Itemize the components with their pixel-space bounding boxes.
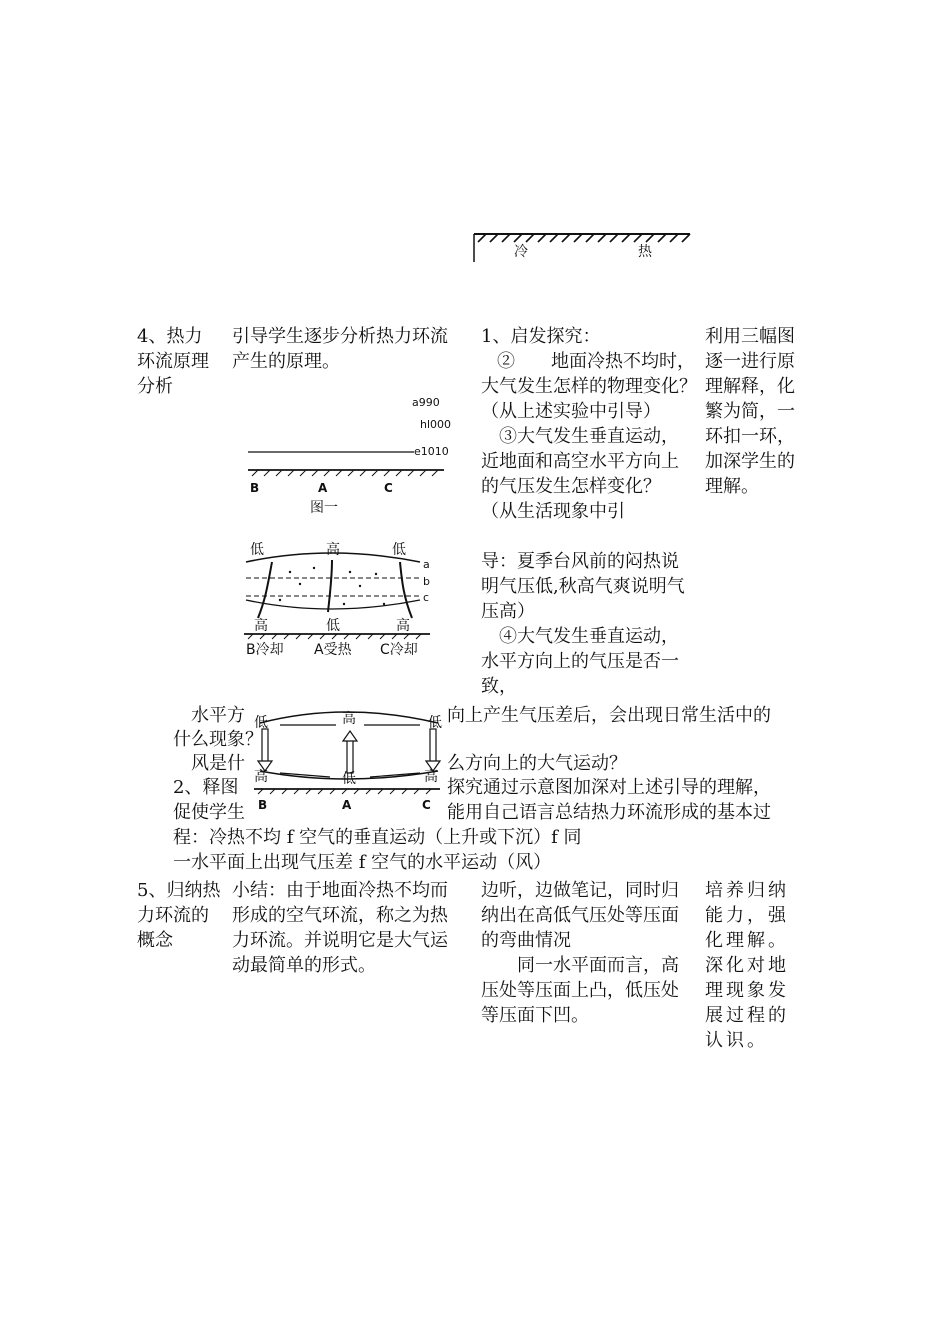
row5-teacher-line: 动最简单的形式。	[232, 955, 376, 976]
row4-item-line: 分析	[137, 376, 173, 397]
fig3-point-b: B	[258, 798, 268, 812]
fig3-upper-low-right: 低	[428, 715, 442, 731]
row4-student-line: 明气压低,秋高气爽说明气	[481, 576, 685, 597]
row4-item-column	[137, 324, 209, 399]
row4-teacher-line: 产生的原理。	[232, 351, 340, 372]
row5-intent-line: 展过程的	[705, 1005, 789, 1026]
row4-student-line: （从上述实验中引导）	[481, 401, 661, 422]
lower-high-label: 高	[396, 618, 410, 634]
row5-intent-line: 认识。	[705, 1030, 768, 1051]
overflow-line-1b: 向上产生气压差后，会出现日常生活中的	[447, 705, 771, 726]
figure-one-caption: 图一	[310, 500, 338, 516]
row4-item-line: 4、热力	[137, 326, 203, 347]
row4-intent-line: 环扣一环，	[705, 426, 795, 447]
row4-item-line: 环流原理	[137, 351, 209, 372]
fig3-lower-low: 低	[342, 771, 356, 787]
upper-high-label: 高	[326, 542, 340, 558]
row4-teacher-line: 引导学生逐步分析热力环流	[232, 326, 448, 347]
figure-one-isobars	[244, 392, 464, 517]
point-c: C	[384, 481, 393, 495]
row5-intent-line: 化理解。	[705, 930, 789, 951]
row4-intent-line: 利用三幅图	[705, 326, 795, 347]
row5-student-line: 纳出在高低气压处等压面	[481, 905, 679, 926]
row4-student-column-continued	[481, 549, 685, 699]
row5-teacher-line: 形成的空气环流，称之为热	[232, 905, 448, 926]
row4-intent-line: 理解。	[705, 476, 759, 497]
row5-intent-line: 理现象发	[705, 980, 789, 1001]
row4-intent-line: 逐一进行原	[705, 351, 795, 372]
overflow-line-3a: 风是什	[191, 753, 245, 774]
row5-item-column	[137, 878, 220, 953]
fig3-lower-high-right: 高	[424, 769, 438, 785]
lower-low-label: 低	[326, 618, 340, 634]
row4-student-line: 大气发生怎样的物理变化？	[481, 376, 697, 397]
row4-student-line: ③大气发生垂直运动，	[499, 426, 679, 447]
row5-intent-line: 能力，强	[705, 905, 789, 926]
overflow-line-1a: 水平方	[191, 705, 245, 726]
hot-label: 热	[638, 244, 652, 260]
row5-student-column	[481, 878, 679, 1028]
row5-student-line: 压处等压面上凸，低压处	[481, 980, 679, 1001]
b-cooling-label: B冷却	[246, 642, 284, 658]
row4-intent-line: 繁为简，一	[705, 401, 795, 422]
row4-intent-column	[705, 324, 795, 499]
point-a: A	[318, 481, 328, 495]
figure-three-circulation	[250, 703, 450, 813]
row5-student-line: 边听，边做笔记，同时归	[481, 880, 679, 901]
overflow-line-4a: 2、释图	[173, 777, 239, 798]
row4-student-line: 导：夏季台风前的闷热说	[481, 551, 679, 572]
isobar-label-1000: hl000	[420, 418, 452, 431]
row4-student-line: 的气压发生怎样变化？	[481, 476, 661, 497]
row4-intent-line: 理解释，化	[705, 376, 795, 397]
fig3-point-c: C	[422, 798, 431, 812]
overflow-line-7: 一水平面上出现气压差 f 空气的水平运动（风）	[173, 852, 552, 873]
row5-student-line: 的弯曲情况	[481, 930, 571, 951]
overflow-line-2a: 什么现象？	[173, 729, 263, 750]
fig3-point-a: A	[342, 798, 352, 812]
overflow-line-4b: 探究通过示意图加深对上述引导的理解，	[447, 777, 771, 798]
point-b: B	[250, 481, 260, 495]
row4-student-line: 近地面和高空水平方向上	[481, 451, 679, 472]
row5-student-line: 等压面下凹。	[481, 1005, 589, 1026]
row5-teacher-line: 力环流。并说明它是大气运	[232, 930, 448, 951]
row5-item-line: 力环流的	[137, 905, 209, 926]
c-cooling-label: C冷却	[380, 642, 418, 658]
overflow-line-3b: 么方向上的大气运动？	[447, 753, 627, 774]
isobar-label-990: a990	[412, 396, 440, 409]
upper-low-label: 低	[250, 542, 264, 558]
row5-intent-line: 深化对地	[705, 955, 789, 976]
row4-student-line: 1、启发探究：	[481, 326, 601, 347]
surface-label-c: c	[423, 591, 430, 604]
row5-student-line: 同一水平面而言，高	[499, 955, 679, 976]
row5-item-line: 5、归纳热	[137, 880, 221, 901]
surface-label-a: a	[423, 558, 430, 571]
upper-low-label: 低	[392, 542, 406, 558]
cold-hot-figure	[468, 226, 694, 266]
row4-student-line: 压高）	[481, 601, 535, 622]
overflow-line-5b: 能用自己语言总结热力环流形成的基本过	[447, 802, 771, 823]
fig3-lower-high-left: 高	[254, 769, 268, 785]
row5-intent-column	[705, 878, 789, 1053]
a-heated-label: A受热	[314, 642, 352, 658]
row4-intent-line: 加深学生的	[705, 451, 795, 472]
row5-item-line: 概念	[137, 930, 173, 951]
overflow-line-5a: 促使学生	[173, 802, 245, 823]
row4-student-line: ② 地面冷热不均时，	[497, 351, 695, 372]
row5-teacher-column	[232, 878, 448, 978]
row4-student-line: （从生活现象中引	[481, 501, 625, 522]
row4-student-column	[481, 324, 697, 524]
row4-student-line: 致，	[481, 676, 517, 697]
overflow-line-6: 程：冷热不均 f 空气的垂直运动（上升或下沉）f 同	[173, 827, 582, 848]
row5-teacher-line: 小结：由于地面冷热不均而	[232, 880, 448, 901]
row4-student-line: ④大气发生垂直运动，	[499, 626, 679, 647]
surface-label-b: b	[423, 575, 430, 588]
lower-high-label: 高	[254, 618, 268, 634]
fig3-upper-high: 高	[342, 711, 356, 727]
fig3-upper-low-left: 低	[254, 715, 268, 731]
isobar-label-1010: e1010	[414, 445, 449, 458]
cold-label: 冷	[514, 244, 528, 260]
row4-teacher-column	[232, 324, 448, 374]
row4-student-line: 水平方向上的气压是否一	[481, 651, 679, 672]
figure-two-heating-cooling	[240, 538, 460, 658]
row5-intent-line: 培养归纳	[705, 880, 789, 901]
